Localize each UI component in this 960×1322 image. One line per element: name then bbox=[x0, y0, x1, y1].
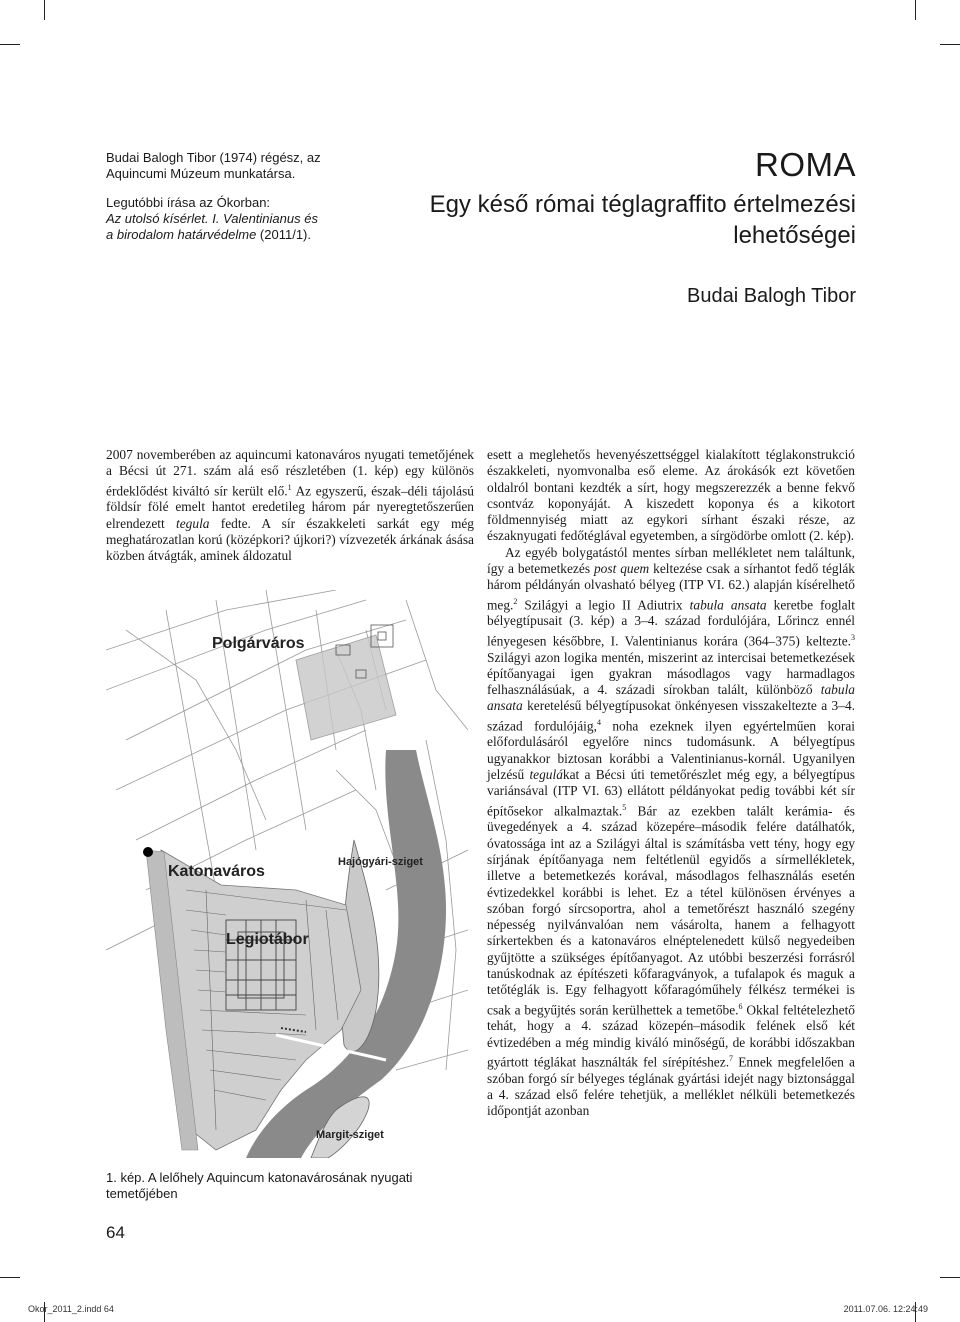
footnote-ref: 1 bbox=[287, 482, 292, 492]
text-run: fedte. A sír északkeleti sarkát egy még meghatározatlan korú (középkori? újkori?) vízvezeték árkának ásása közben átvágták, aminek áldozatul bbox=[106, 515, 475, 564]
label-margit-sziget: Margit-sziget bbox=[316, 1129, 384, 1141]
right-column-text bbox=[487, 447, 855, 1120]
text-run: Szilágyi azon logika mentén, miszerint az intercisai betemetkezések építőanyagai igen gyakran másodlagos vagy harmadlagos felhasználásúak, a 4. századi sírokban talált, különböző bbox=[487, 649, 855, 698]
site-marker bbox=[143, 847, 153, 857]
article-author: Budai Balogh Tibor bbox=[686, 285, 856, 307]
article-title-block bbox=[336, 145, 856, 251]
text-run: Ennek megfelelően a szóban forgó sír bélyeges téglának gyártási idejét nagy biztonsággal a 4. század első felére tehetjük, a melléklet nélküli betemetkezés időpontját azonban bbox=[487, 1054, 855, 1119]
text-run-italic: tegulá bbox=[529, 767, 563, 783]
crop-mark bbox=[940, 44, 960, 45]
text-run: kat a Bécsi úti temetőrészlet még egy, a bélyegtípus variánsával (ITP VI. 63) ellátott példányokat pedig további két sír építősekor alkalmaztak. bbox=[487, 767, 855, 819]
text-run: keretelésű bélyegtípusokat önkényesen visszakeltezte a 3–4. század fordulójáig, bbox=[487, 698, 855, 734]
figure-number: 1. kép. bbox=[106, 1170, 146, 1185]
section-title: ROMA bbox=[755, 146, 856, 183]
printer-slug bbox=[0, 1302, 960, 1322]
latest-article-issue: (2011/1). bbox=[256, 227, 311, 242]
latest-article-title-1: Az utolsó kísérlet. I. Valentinianus és bbox=[106, 211, 318, 226]
text-run: Az egyszerű, észak–déli tájolású földsír fölé emelt hantot eredetileg három pár nyeregtetőszerűen elrendezett bbox=[106, 483, 474, 531]
paragraph bbox=[487, 545, 855, 1120]
crop-mark bbox=[0, 1277, 20, 1278]
text-run: Szilágyi a legio II Adiutrix bbox=[517, 597, 690, 613]
footnote-ref: 7 bbox=[729, 1054, 734, 1064]
text-run-italic: post quem bbox=[593, 561, 650, 577]
label-katonavaros: Katonaváros bbox=[168, 863, 265, 880]
text-run: keretbe foglalt bélyegtípusait (3. kép) a 3–4. század fordulójára, Lőrincz ennél lényegesen későbbre, I. Valentinianus korára (364–375) keltezte. bbox=[487, 597, 855, 649]
aquincum-map bbox=[106, 590, 468, 1158]
figure-caption bbox=[106, 1170, 476, 1202]
label-legiotabor: Legiotábor bbox=[226, 931, 309, 948]
label-polgarvaros: Polgárváros bbox=[212, 635, 305, 652]
author-bio: Budai Balogh Tibor (1974) régész, az Aquincumi Múzeum munkatársa. bbox=[106, 150, 321, 181]
footnote-ref: 3 bbox=[851, 632, 855, 642]
text-run-italic: tabula ansata bbox=[689, 597, 767, 613]
text-run-italic: tabula ansata bbox=[487, 682, 855, 714]
latest-article-title-2: a birodalom határvédelme bbox=[106, 227, 257, 242]
article-title bbox=[336, 189, 856, 251]
footnote-ref: 4 bbox=[596, 717, 601, 727]
footnote-ref: 6 bbox=[738, 1001, 743, 1011]
label-hajogyari-sziget: Hajógyári-sziget bbox=[338, 856, 423, 868]
footnote-ref: 5 bbox=[622, 802, 627, 812]
left-column-text bbox=[106, 447, 474, 565]
article-title-line-1: Egy késő római téglagraffito értelmezési bbox=[429, 191, 856, 218]
map-figure bbox=[106, 590, 468, 1158]
text-run: 2007 novemberében az aquincumi katonaváros nyugati temetőjének a Bécsi út 271. szám alá eső részletében (1. kép) egy különös érdeklődést kiváltó sír került elő. bbox=[106, 447, 474, 499]
latest-article-note bbox=[106, 195, 326, 243]
text-run: keltezése csak a sírhantot fedő téglák három példányán olvasható bélyeg (ITP VI. 62.) alapján kísérelhető meg. bbox=[487, 561, 855, 613]
text-run-italic: tegula bbox=[176, 515, 210, 531]
page-number: 64 bbox=[106, 1223, 125, 1242]
crop-mark bbox=[940, 1277, 960, 1278]
text-run: noha ezeknek ilyen egyértelműen korai előfordulásáról egyelőre nincs tudomásunk. A bélyegtípus ugyanakkor biztosan korábbi a Valentinianus-kornál. Ugyanilyen jelzésű bbox=[487, 718, 855, 783]
text-run: Okkal feltételezhető tehát, hogy a 4. század közepén–második felének első két évtizedében a még mindig kiváló minőségű, de korábbi időszakban gyártott téglákat használták fel sírépítéshez. bbox=[487, 1002, 855, 1070]
slug-date: 2011.07.06. 12:24:49 bbox=[843, 1304, 928, 1314]
paragraph bbox=[106, 447, 474, 565]
crop-mark bbox=[915, 0, 916, 20]
author-sidenote bbox=[106, 150, 326, 256]
footnote-ref: 2 bbox=[513, 596, 518, 606]
caption-text: A lelőhely Aquincum katonavárosának nyugati temetőjében bbox=[106, 1170, 413, 1201]
paragraph: esett a meglehetős hevenyészettséggel kialakított téglakonstrukció északkeleti, nyomvonalba eső eleme. Az árokásók ezt követően oldalról bontani kezdték a sírt, hogy megszerezzék a benne fekvő csontváz koponyáját. A kiszedett koponya és a kikotort földmennyiség miatt az egykori sírhant északi része, az északnyugati fedőtéglával egyetemben, a sírgödörbe omlott (2. kép). bbox=[487, 447, 855, 544]
crop-mark bbox=[0, 44, 20, 45]
slug-file: Okor_2011_2.indd 64 bbox=[28, 1304, 114, 1314]
article-title-line-2: lehetőségei bbox=[733, 222, 856, 249]
text-run: Az egyéb bolygatástól mentes sírban mellékletet nem találtunk, így a betemetkezés bbox=[487, 544, 855, 577]
latest-article-label: Legutóbbi írása az Ókorban: bbox=[106, 195, 271, 210]
crop-mark bbox=[44, 0, 45, 20]
text-run: Bár az ezekben talált kerámia- és üvegedények a 4. század közepére–második felére datálhatók, óvatossága int az a Szilágyi által is számításba vett tény, hogy egy sírjának építőanyaga nem feltétlenül egyidős a sírmellékletek, illetve a betemetkezés korával, másodlagos felhasználás esetén évtizedekkel korábbi is lehet. Ez a tétel különösen érvényes a szóban forgó sírcsoportra, ahol a temetőrészt használó szegény népesség nyilvánvalóan nem vásárolta, hanem a felhagyott sírkertekben és a katonaváros elnéptelenedett külső negyedeiben gyűjtötte a szükséges építőanyagot. Az utóbbi beszerzési forrásról tanúskodnak az építészeti kőfaragványok, a tufalapok és maguk a tetőtéglák is. Egy felhagyott kőfaragóműhely félkész termékei is csak a begyűjtés során kerülhettek a temetőbe. bbox=[487, 803, 855, 1018]
